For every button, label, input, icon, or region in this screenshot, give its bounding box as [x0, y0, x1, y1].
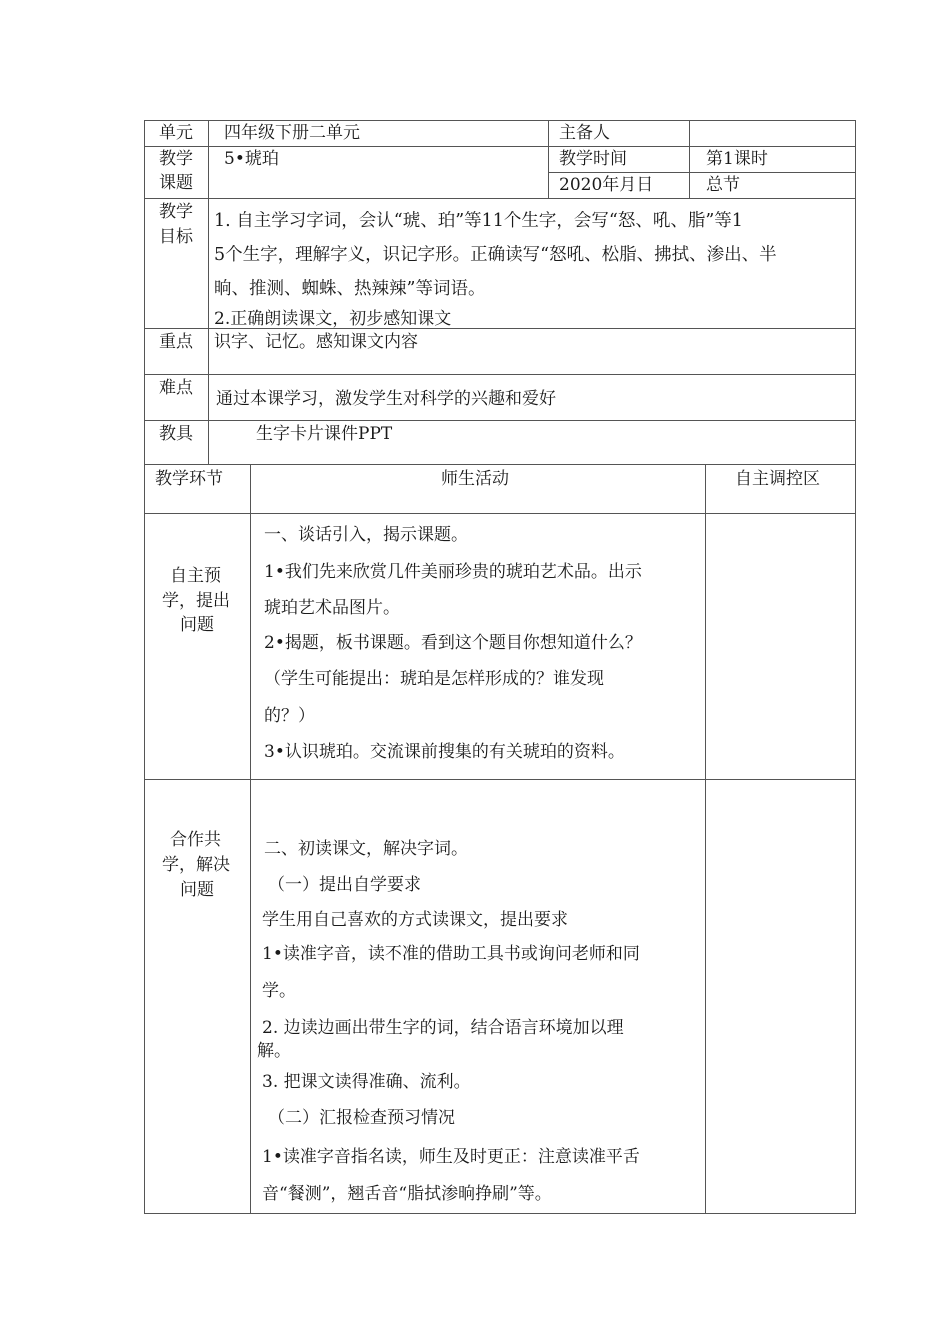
tools-label: 教具: [159, 424, 193, 444]
topic-label-line2: 课题: [159, 173, 193, 193]
goals-line-4: 2.正确朗读课文，初步感知课文: [214, 309, 452, 329]
stage-column-header: 教学环节: [155, 469, 223, 489]
activity-column-header: 师生活动: [441, 469, 509, 489]
unit-value: 四年级下册二单元: [224, 123, 360, 143]
section2-para-5b: 解。: [257, 1041, 291, 1061]
section2-para-3: 学生用自己喜欢的方式读课文，提出要求: [262, 910, 568, 930]
section1-para-1: 一、谈话引入，揭示课题。: [264, 525, 468, 545]
section2-stage-line3: 问题: [180, 880, 214, 900]
section2-para-1: 二、初读课文，解决字词。: [264, 839, 468, 859]
period-value: 第1课时: [706, 149, 768, 169]
section1-para-5: 3•认识琥珀。交流课前搜集的有关琥珀的资料。: [264, 742, 625, 762]
row-divider: [144, 420, 856, 421]
goals-label-line2: 目标: [159, 227, 193, 247]
section1-para-2b: 琥珀艺术品图片。: [264, 598, 400, 618]
section1-stage-line1: 自主预: [170, 566, 221, 586]
goals-label-line1: 教学: [159, 202, 193, 222]
section2-para-4a: 1•读准字音，读不准的借助工具书或询问老师和同: [262, 944, 640, 964]
section2-para-2: （一）提出自学要求: [268, 875, 421, 895]
row-divider: [144, 146, 856, 147]
table-border-top: [144, 120, 856, 121]
section2-para-6: 3. 把课文读得准确、流利。: [262, 1072, 471, 1092]
total-sessions-label: 总节: [706, 175, 740, 195]
section1-para-2a: 1•我们先来欣赏几件美丽珍贵的琥珀艺术品。出示: [264, 562, 642, 582]
tools-value: 生字卡片课件PPT: [256, 424, 393, 444]
column-divider: [208, 120, 209, 464]
section2-stage-line1: 合作共: [170, 830, 221, 850]
difficulty-value: 通过本课学习，激发学生对科学的兴趣和爱好: [216, 389, 556, 409]
section2-para-4b: 学。: [262, 981, 296, 1001]
section1-para-4b: 的？）: [264, 706, 315, 726]
unit-label: 单元: [159, 123, 193, 143]
control-column-header: 自主调控区: [735, 469, 820, 489]
column-divider: [250, 464, 251, 1214]
goals-line-1: 1. 自主学习字词，会认“琥、珀”等11个生字，会写“怒、吼、脂”等1: [214, 211, 743, 231]
preparer-label: 主备人: [559, 123, 610, 143]
section2-para-8b: 音“餐测”，翘舌音“脂拭渗晌挣刷”等。: [262, 1184, 552, 1204]
table-border-left: [144, 120, 145, 1214]
section1-para-4a: （学生可能提出：琥珀是怎样形成的？谁发现: [264, 669, 604, 689]
column-divider: [689, 120, 690, 198]
key-points-value: 识字、记忆。感知课文内容: [214, 332, 418, 352]
topic-value: 5•琥珀: [224, 149, 279, 169]
teaching-time-label: 教学时间: [559, 149, 627, 169]
section2-para-5a: 2. 边读边画出带生字的词，结合语言环境加以理: [262, 1018, 624, 1038]
row-divider: [144, 198, 856, 199]
goals-line-3: 晌、推测、蜘蛛、热辣辣”等词语。: [214, 279, 486, 299]
section1-stage-line2: 学，提出: [162, 591, 230, 611]
goals-line-2: 5个生字，理解字义，识记字形。正确读写“怒吼、松脂、拂拭、渗出、半: [214, 245, 777, 265]
difficulty-label: 难点: [159, 378, 193, 398]
section2-stage-line2: 学，解决: [162, 855, 230, 875]
column-divider: [705, 464, 706, 1214]
section1-stage-line3: 问题: [180, 615, 214, 635]
section2-para-7: （二）汇报检查预习情况: [268, 1108, 455, 1128]
topic-label-line1: 教学: [159, 149, 193, 169]
table-border-right: [855, 120, 856, 1214]
row-divider: [144, 374, 856, 375]
section2-para-8a: 1•读准字音指名读，师生及时更正：注意读准平舌: [262, 1147, 640, 1167]
column-divider: [548, 120, 549, 198]
date-value: 2020年月日: [559, 175, 654, 195]
row-divider: [548, 172, 856, 173]
key-points-label: 重点: [159, 332, 193, 352]
section1-para-3: 2•揭题，板书课题。看到这个题目你想知道什么？: [264, 633, 642, 653]
